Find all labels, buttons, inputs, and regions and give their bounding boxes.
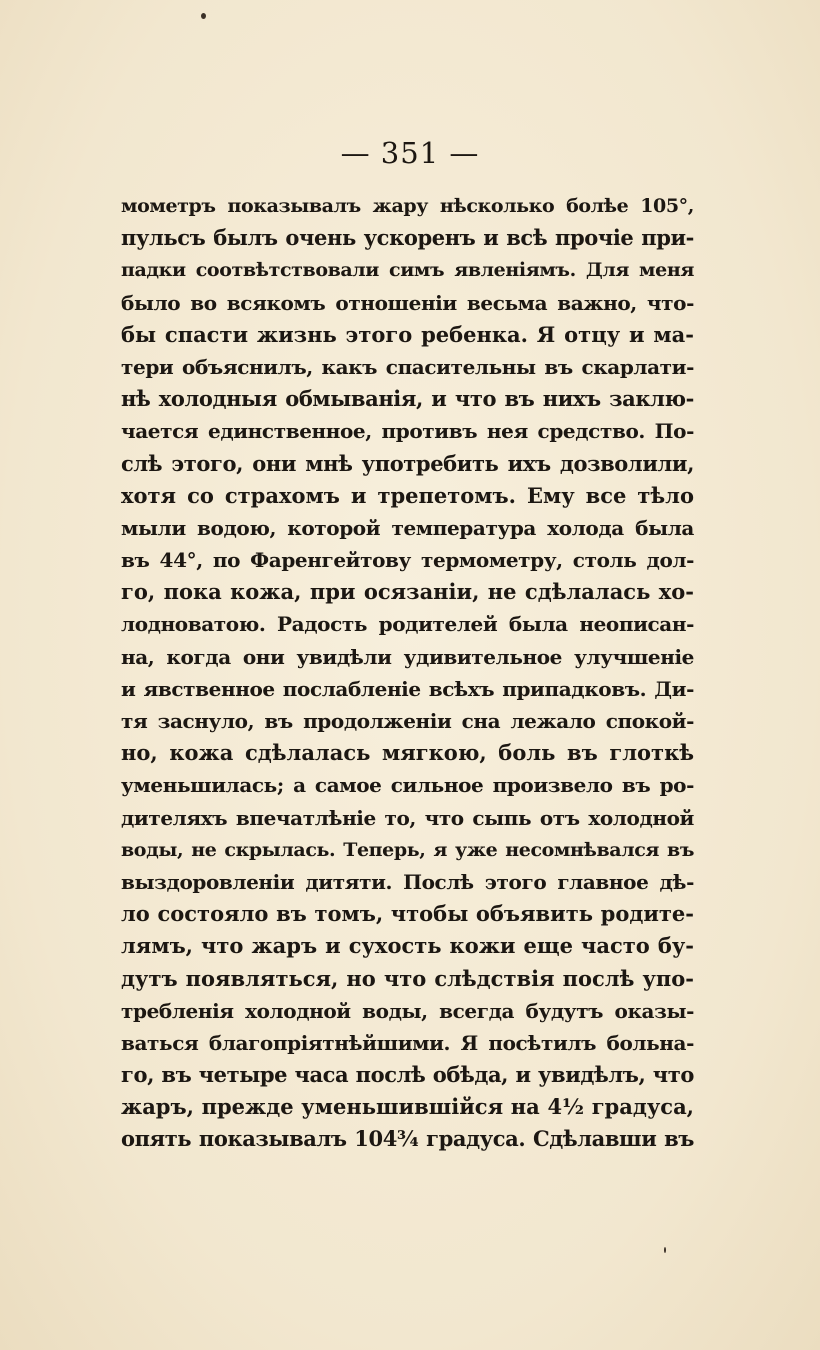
- text-line: мыли водою, которой температура холода была: [121, 515, 694, 540]
- text-line: бы спасти жизнь этого ребенка. Я отцу и ма-: [121, 321, 694, 347]
- ink-speck: [664, 1247, 666, 1253]
- text-block: [121, 190, 694, 1156]
- text-line: и явственное послабленіе всѣхъ припадковъ. Ди-: [121, 676, 694, 701]
- text-line: но, кожа сдѣлалась мягкою, боль въ глоткѣ: [121, 740, 694, 766]
- text-line: слѣ этого, они мнѣ употребить ихъ дозволили,: [121, 450, 694, 476]
- text-line: требленія холодной воды, всегда будутъ оказы-: [121, 998, 694, 1023]
- ink-speck: [201, 13, 206, 19]
- text-line: жаръ, прежде уменьшившійся на 4½ градуса,: [121, 1094, 694, 1120]
- text-line: дителяхъ впечатлѣніе то, что сыпь отъ холодной: [121, 805, 694, 830]
- text-line: на, когда они увидѣли удивительное улучшеніе: [121, 644, 694, 669]
- text-line: воды, не скрылась. Теперь, я уже несомнѣвался въ: [121, 838, 694, 861]
- text-line: опять показывалъ 104¾ градуса. Сдѣлавши въ: [121, 1126, 694, 1152]
- text-line: уменьшилась; а самое сильное произвело въ ро-: [121, 773, 694, 798]
- text-line: тери объяснилъ, какъ спасительны въ скарлати-: [121, 354, 694, 379]
- text-line: лямъ, что жаръ и сухость кожи еще часто бу-: [121, 933, 694, 959]
- text-line: го, въ четыре часа послѣ обѣда, и увидѣлъ, что: [121, 1062, 694, 1088]
- text-line: нѣ холодныя обмыванія, и что въ нихъ заклю-: [121, 386, 694, 412]
- text-line: было во всякомъ отношеніи весьма важно, что-: [121, 290, 694, 315]
- text-line: ло состояло въ томъ, чтобы объявить родите-: [121, 901, 694, 927]
- text-line: мометръ показывалъ жару нѣсколько болѣе 105°,: [121, 195, 694, 217]
- text-line: чается единственное, противъ нея средство. По-: [121, 419, 694, 444]
- text-line: го, пока кожа, при осязаніи, не сдѣлалась хо-: [121, 579, 694, 605]
- text-line: дутъ появляться, но что слѣдствія послѣ упо-: [121, 965, 694, 991]
- page-number: — 351 —: [340, 136, 480, 170]
- text-line: лодноватою. Радость родителей была неописан-: [121, 612, 694, 637]
- text-line: пульсъ былъ очень ускоренъ и всѣ прочіе при-: [121, 225, 694, 251]
- text-line: въ 44°, по Фаренгейтову термометру, столь дол-: [121, 548, 694, 573]
- text-line: ваться благопріятнѣйшими. Я посѣтилъ больна-: [121, 1030, 694, 1055]
- text-line: хотя со страхомъ и трепетомъ. Ему все тѣло: [121, 482, 694, 508]
- text-line: падки соотвѣтствовали симъ явленіямъ. Для меня: [121, 259, 694, 282]
- text-line: тя заснуло, въ продолженіи сна лежало спокой-: [121, 709, 694, 733]
- text-line: выздоровленіи дитяти. Послѣ этого главное дѣ-: [121, 869, 694, 894]
